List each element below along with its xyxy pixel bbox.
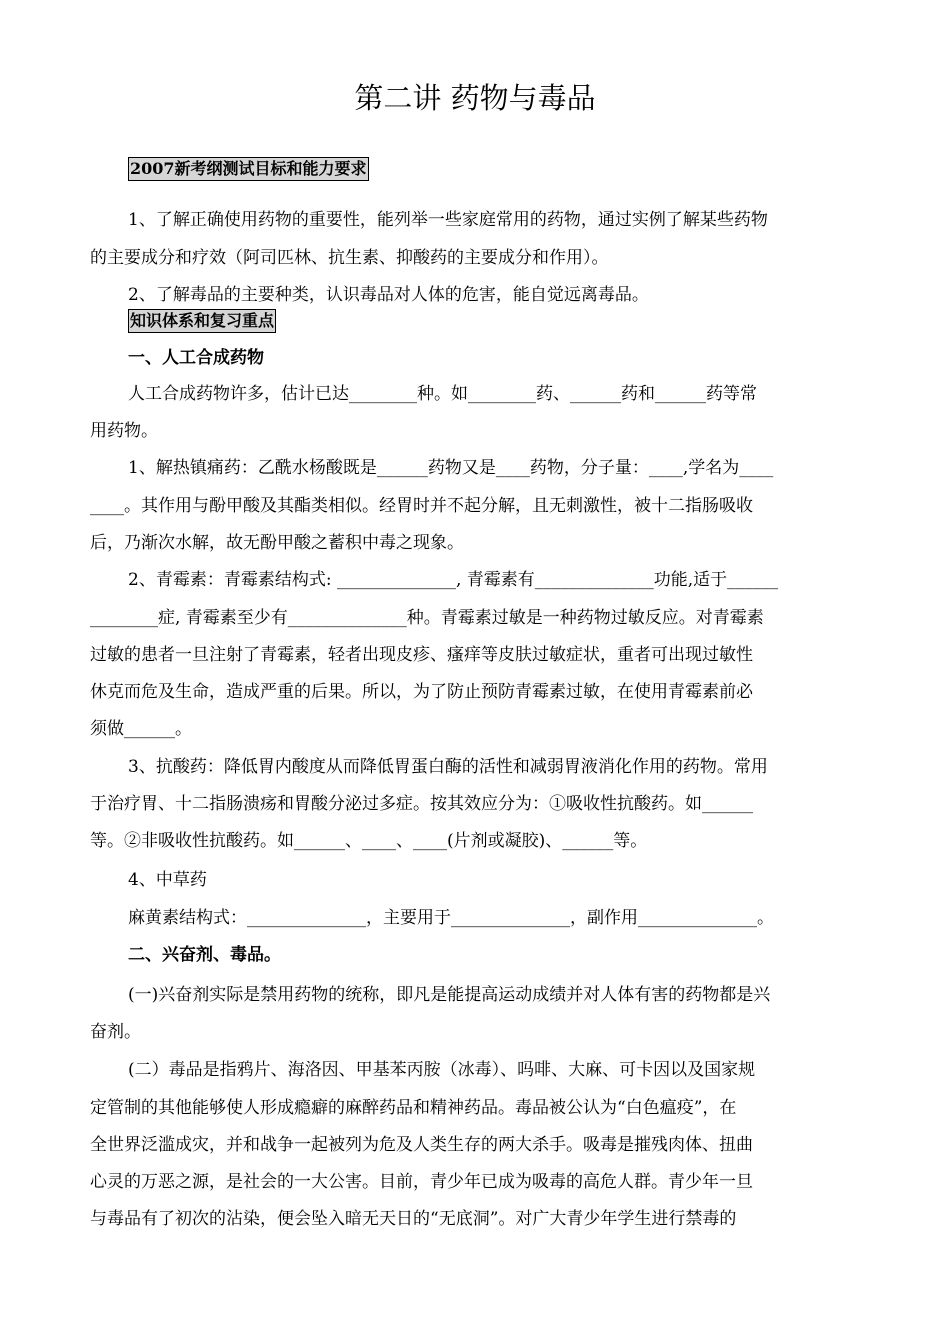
para-penicillin-line-4: 休克而危及生命，造成严重的后果。所以，为了防止预防青霉素过敏，在使用青霉素前必 <box>90 682 753 702</box>
para-penicillin-line-5: 须做______。 <box>90 719 192 739</box>
para-synthetic-line-2: 用药物。 <box>90 421 158 441</box>
para-analgesic-line-2: ____。其作用与酚甲酸及其酯类相似。经胃时并不起分解，且无刺激性，被十二指肠吸收 <box>90 496 753 516</box>
para-narcotics-line-2: 定管制的其他能够使人形成瘾癖的麻醉药品和精神药品。毒品被公认为“白色瘟疫”，在 <box>90 1098 737 1118</box>
goal-2: 2、了解毒品的主要种类，认识毒品对人体的危害，能自觉远离毒品。 <box>128 285 649 305</box>
heading-synthetic-drugs: 一、人工合成药物 <box>128 348 264 368</box>
section-heading-knowledge: 知识体系和复习重点 <box>128 309 276 333</box>
para-penicillin-line-1: 2、青霉素：青霉素结构式: ______________, 青霉素有______________功能,适于______ <box>128 570 779 590</box>
para-ephedrine: 麻黄素结构式：______________，主要用于______________，副作用______________。 <box>128 908 774 928</box>
para-narcotics-line-3: 全世界泛滥成灾，并和战争一起被列为危及人类生存的两大杀手。吸毒是摧残肉体、扭曲 <box>90 1135 753 1155</box>
para-herbal: 4、中草药 <box>128 870 207 890</box>
heading-stimulants-drugs: 二、兴奋剂、毒品。 <box>128 945 281 965</box>
para-stimulant-line-2: 奋剂。 <box>90 1022 141 1042</box>
goal-1-line-2: 的主要成分和疗效（阿司匹林、抗生素、抑酸药的主要成分和作用）。 <box>90 248 609 268</box>
para-stimulant-line-1: (一)兴奋剂实际是禁用药物的统称，即凡是能提高运动成绩并对人体有害的药物都是兴 <box>128 985 771 1005</box>
para-penicillin-line-2: ________症, 青霉素至少有______________种。青霉素过敏是一种药物过敏反应。对青霉素 <box>90 608 764 628</box>
para-analgesic-line-3: 后，乃渐次水解，故无酚甲酸之蓄积中毒之现象。 <box>90 533 464 553</box>
para-antacid-line-2: 于治疗胃、十二指肠溃疡和胃酸分泌过多症。按其效应分为：①吸收性抗酸药。如______ <box>90 794 753 814</box>
section-heading-goals: 2007新考纲测试目标和能力要求 <box>128 157 369 181</box>
para-synthetic-line-1: 人工合成药物许多，估计已达________种。如________药、______药和______药等常 <box>128 384 757 404</box>
para-antacid-line-1: 3、抗酸药：降低胃内酸度从而降低胃蛋白酶的活性和减弱胃液消化作用的药物。常用 <box>128 757 768 777</box>
goal-1-line-1: 1、了解正确使用药物的重要性，能列举一些家庭常用的药物，通过实例了解某些药物 <box>128 210 768 230</box>
para-narcotics-line-5: 与毒品有了初次的沾染，便会坠入暗无天日的“无底洞”。对广大青少年学生进行禁毒的 <box>90 1209 737 1229</box>
para-penicillin-line-3: 过敏的患者一旦注射了青霉素，轻者出现皮疹、瘙痒等皮肤过敏症状，重者可出现过敏性 <box>90 645 753 665</box>
page-title: 第二讲 药物与毒品 <box>354 81 596 115</box>
para-analgesic-line-1: 1、解热镇痛药：乙酰水杨酸既是______药物又是____药物，分子量：____,学名为____ <box>128 458 774 478</box>
para-narcotics-line-1: (二）毒品是指鸦片、海洛因、甲基苯丙胺（冰毒）、吗啡、大麻、可卡因以及国家规 <box>128 1060 756 1080</box>
para-narcotics-line-4: 心灵的万恶之源，是社会的一大公害。目前，青少年已成为吸毒的高危人群。青少年一旦 <box>90 1172 753 1192</box>
para-antacid-line-3: 等。②非吸收性抗酸药。如______、____、____(片剂或凝胶)、______等。 <box>90 831 648 851</box>
